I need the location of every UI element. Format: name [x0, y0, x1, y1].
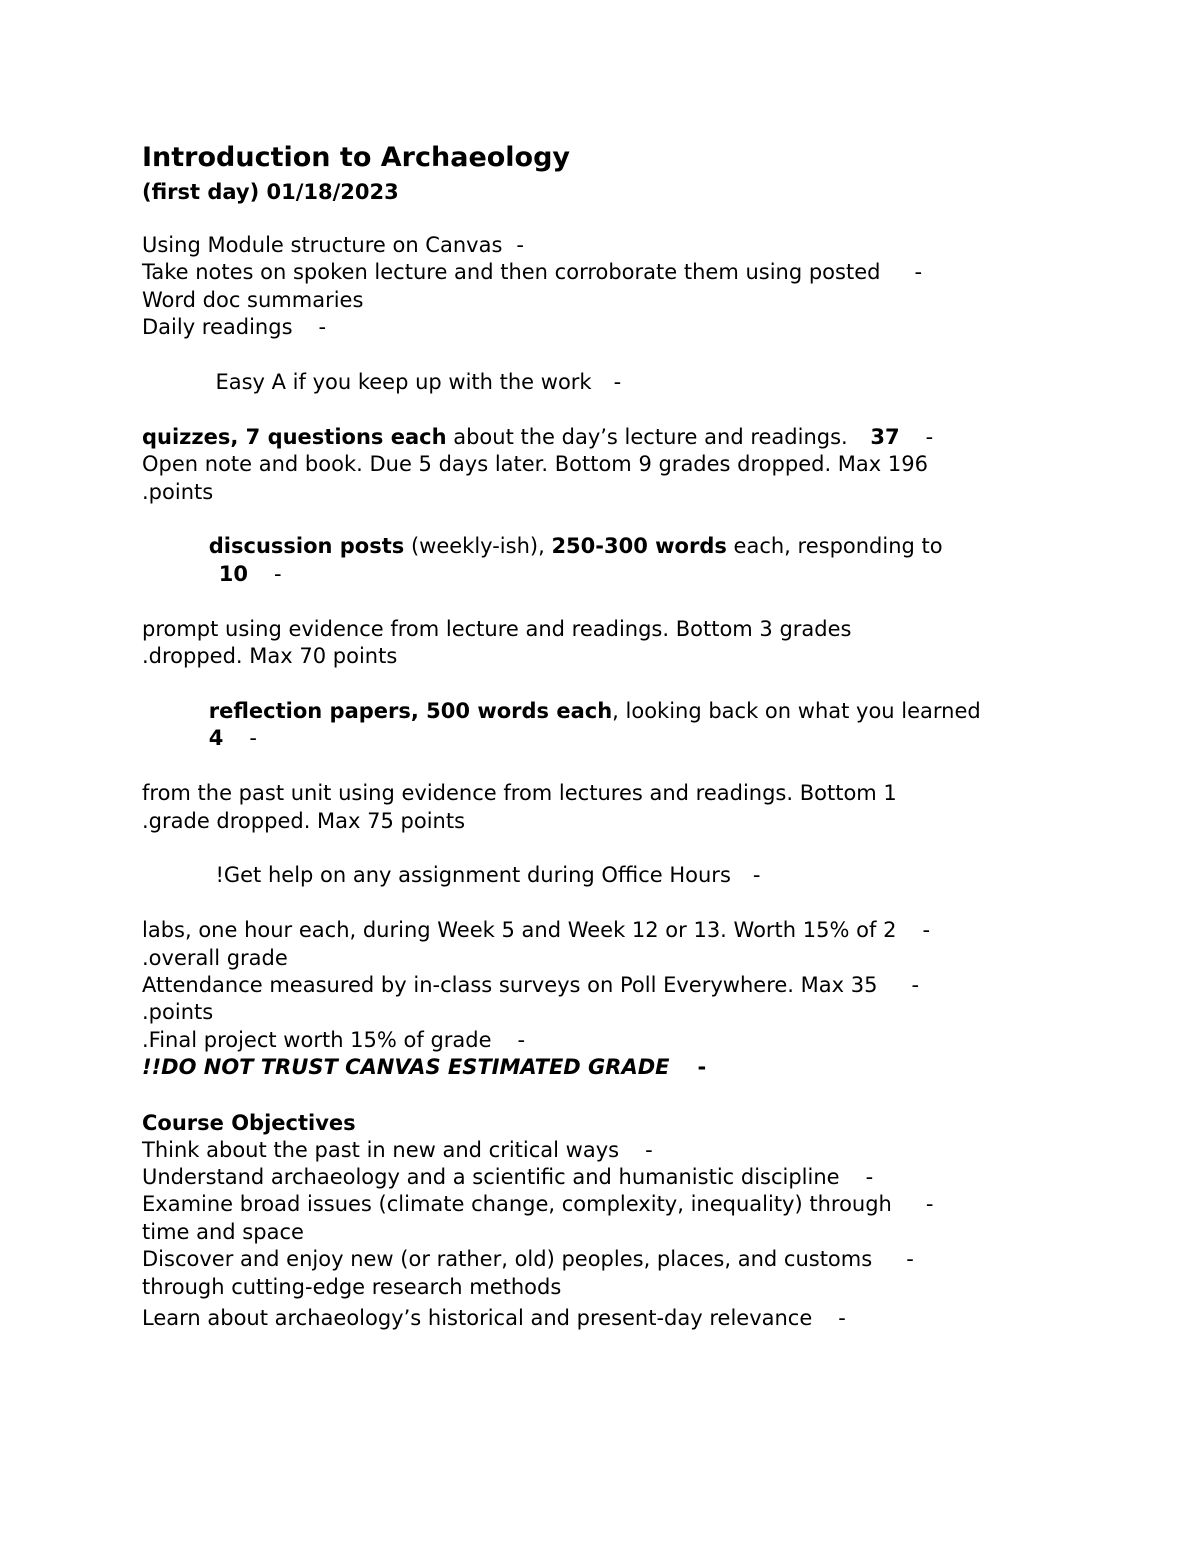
- dash-marker: -: [613, 370, 622, 395]
- list-item: [142, 342, 1082, 424]
- list-item-reflection-papers: [142, 671, 1082, 835]
- dash-marker: -: [697, 1055, 707, 1080]
- dash-marker: -: [865, 1165, 874, 1189]
- list-item-discussion-posts: [142, 506, 1082, 670]
- list-item: [142, 259, 1082, 314]
- item-text-continued: from the past unit using evidence from lectures and readings. Bottom 1: [142, 781, 897, 806]
- list-item: [142, 314, 1082, 341]
- item-text: about the day’s lecture and readings.: [446, 424, 848, 449]
- item-text: Easy A if you keep up with the work: [208, 370, 592, 395]
- dash-marker: -: [906, 1247, 914, 1272]
- item-text: (weekly-ish),: [404, 534, 552, 559]
- objective-item: [142, 1137, 1082, 1164]
- course-info-list: [142, 232, 1082, 1082]
- objective-item: [142, 1164, 1082, 1191]
- item-text: Think about the past in new and critical ways: [142, 1137, 620, 1162]
- document-content: [142, 140, 1082, 1332]
- item-number: 10: [218, 561, 248, 586]
- dash-marker: -: [318, 315, 327, 340]
- item-text-continued: time and space: [142, 1219, 304, 1244]
- item-text-continued: .overall grade: [142, 945, 288, 970]
- list-item-warning: [142, 1054, 1082, 1081]
- list-item-quizzes: [142, 424, 1082, 506]
- item-text: Take notes on spoken lecture and then corroborate them using posted: [142, 260, 881, 285]
- dash-marker: -: [645, 1137, 653, 1162]
- list-item-attendance: [142, 972, 1082, 1027]
- dash-marker: -: [517, 1027, 526, 1052]
- document-subtitle: (first day) 01/18/2023: [142, 180, 399, 204]
- item-text-continued: .points: [142, 479, 214, 504]
- list-item-final-project: [142, 1027, 1082, 1054]
- list-item: [142, 232, 1082, 259]
- item-text: Attendance measured by in-class surveys on Poll Everywhere. Max 35: [142, 972, 878, 997]
- item-bold-text: discussion posts: [208, 534, 405, 559]
- course-objectives-heading: Course Objectives: [142, 1110, 356, 1135]
- item-text-continued: .dropped. Max 70 points: [142, 644, 398, 669]
- item-text-continued: through cutting-edge research methods: [142, 1274, 562, 1299]
- dash-marker: -: [274, 561, 282, 586]
- dash-marker: -: [914, 260, 923, 285]
- item-number: 4: [208, 726, 224, 751]
- item-text: Examine broad issues (climate change, complexity, inequality) through: [142, 1192, 892, 1217]
- item-text: Daily readings: [142, 315, 293, 340]
- item-text: Discover and enjoy new (or rather, old) peoples, places, and customs: [142, 1247, 873, 1272]
- item-text-continued: prompt using evidence from lecture and readings. Bottom 3 grades: [142, 616, 852, 641]
- dash-marker: -: [249, 726, 257, 751]
- item-text: .Final project worth 15% of grade: [142, 1027, 492, 1052]
- item-number: 37: [870, 424, 900, 449]
- item-text-continued: .points: [142, 1000, 214, 1025]
- objective-item: [142, 1305, 1082, 1332]
- item-text: Using Module structure on Canvas: [142, 233, 503, 257]
- item-text: each, responding to: [726, 534, 943, 559]
- warning-text: !!DO NOT TRUST CANVAS ESTIMATED GRADE: [142, 1055, 670, 1080]
- item-bold-text: reflection papers, 500 words each: [208, 698, 613, 723]
- item-text-continued: Word doc summaries: [142, 287, 364, 312]
- item-number: 2: [883, 918, 897, 943]
- objective-item: [142, 1191, 1082, 1246]
- dash-marker: -: [752, 863, 761, 888]
- dash-marker: -: [925, 1192, 934, 1217]
- item-text: !Get help on any assignment during Office Hours: [208, 863, 731, 888]
- list-item: [142, 835, 1082, 917]
- document-title: Introduction to Archaeology: [142, 142, 571, 173]
- dash-marker: -: [925, 424, 934, 449]
- list-item-labs: [142, 917, 1082, 972]
- item-bold-text: quizzes, 7 questions each: [142, 424, 447, 449]
- dash-marker: -: [922, 918, 931, 943]
- item-bold-text: 250-300 words: [551, 534, 727, 559]
- item-text-continued: .grade dropped. Max 75 points: [142, 808, 466, 833]
- item-text: , looking back on what you learned: [612, 698, 981, 723]
- dash-marker: -: [516, 233, 524, 257]
- course-objectives-list: [142, 1137, 1082, 1333]
- item-text: labs, one hour each, during Week 5 and Week 12 or 13. Worth 15% of: [142, 918, 877, 943]
- item-text: Learn about archaeology’s historical and present-day relevance: [142, 1306, 813, 1331]
- dash-marker: -: [911, 972, 920, 997]
- item-text-continued: Open note and book. Due 5 days later. Bottom 9 grades dropped. Max 196: [142, 452, 928, 477]
- dash-marker: -: [838, 1306, 846, 1331]
- objective-item: [142, 1246, 1082, 1301]
- item-text: Understand archaeology and a scientific and humanistic discipline: [142, 1165, 840, 1189]
